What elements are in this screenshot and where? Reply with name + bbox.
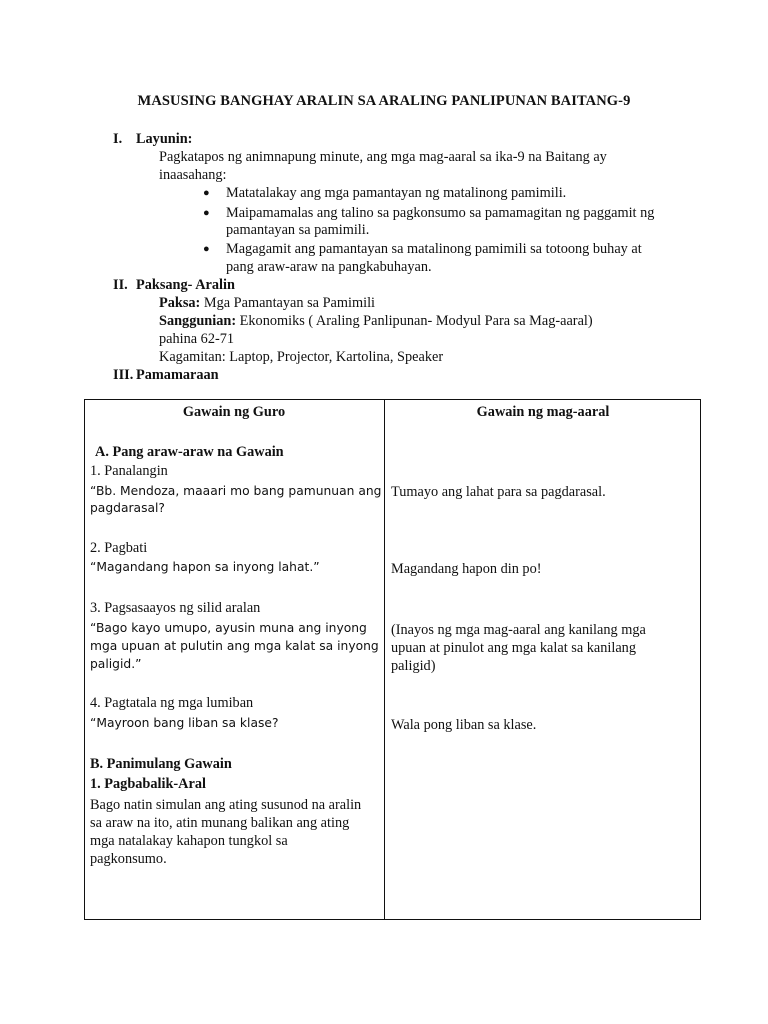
objective-bullet-2-line-1: Maipamamalas ang talino sa pagkonsumo sa pamamagitan ng paggamit ng [226,205,655,221]
item-4-student: Wala pong liban sa klase. [391,717,537,733]
sanggunian-label: Sanggunian: [159,313,237,329]
section-2-heading: Paksang- Aralin [136,277,235,293]
header-student-activity: Gawain ng mag-aaral [476,404,610,420]
paksa-line [159,294,375,312]
objective-bullet-2-line-2: pamantayan sa pamimili. [226,222,370,238]
objective-bullet-3-line-2: pang araw-araw na pangkabuhayan. [226,259,432,275]
item-1-student: Tumayo ang lahat para sa pagdarasal. [391,484,606,500]
pahina-line: pahina 62-71 [159,331,235,347]
section-3-numeral: III. [113,367,134,383]
part-b-line-1: Bago natin simulan ang ating susunod na aralin [90,797,362,813]
document-title: MASUSING BANGHAY ARALIN SA ARALING PANLIPUNAN BAITANG-9 [137,93,631,109]
part-b-line-2: sa araw na ito, atin munang balikan ang ating [90,815,350,831]
part-b-subheading: 1. Pagbabalik-Aral [90,776,206,792]
item-3-teacher-line-3: paligid.” [90,657,142,671]
item-1-label: 1. Panalangin [90,463,168,479]
part-b-line-3: mga natalakay kahapon tungkol sa [90,833,288,849]
paksa-label: Paksa: [159,295,201,311]
sanggunian-line [159,312,593,330]
section-2-numeral: II. [113,277,128,293]
bullet-icon: ● [203,243,210,255]
item-2-label: 2. Pagbati [90,540,148,556]
part-b-line-4: pagkonsumo. [90,851,167,867]
objective-intro-line-1: Pagkatapos ng animnapung minute, ang mga mag-aaral sa ika-9 na Baitang ay [159,149,607,165]
item-2-student: Magandang hapon din po! [391,561,542,577]
item-3-student-line-2: upuan at pinulot ang mga kalat sa kanilang [391,640,636,656]
item-3-student-line-1: (Inayos ng mga mag-aaral ang kanilang mga [391,622,646,638]
item-3-teacher-line-1: “Bago kayo umupo, ayusin muna ang inyong [90,621,367,635]
objective-intro-line-2: inaasahang: [159,167,227,183]
item-3-label: 3. Pagsasaayos ng silid aralan [90,600,261,616]
bullet-icon: ● [203,207,210,219]
table-column-divider [384,399,385,920]
header-teacher-activity: Gawain ng Guro [182,404,286,420]
item-2-teacher-line-1: “Magandang hapon sa inyong lahat.” [90,560,320,574]
section-1-numeral: I. [113,131,123,147]
section-1-heading: Layunin: [136,131,193,147]
part-a-heading: A. Pang araw-araw na Gawain [95,444,284,460]
item-1-teacher-line-1: “Bb. Mendoza, maaari mo bang pamunuan ang [90,484,382,498]
item-4-label: 4. Pagtatala ng mga lumiban [90,695,254,711]
paksa-value: Mga Pamantayan sa Pamimili [203,295,376,311]
part-b-heading: B. Panimulang Gawain [90,756,232,772]
objective-bullet-3-line-1: Magagamit ang pamantayan sa matalinong pamimili sa totoong buhay at [226,241,642,257]
bullet-icon: ● [203,187,210,199]
item-3-teacher-line-2: mga upuan at pulutin ang mga kalat sa inyong [90,639,379,653]
sanggunian-value: Ekonomiks ( Araling Panlipunan- Modyul Para sa Mag-aaral) [239,313,593,329]
item-1-teacher-line-2: pagdarasal? [90,501,165,515]
item-3-student-line-3: paligid) [391,658,436,674]
kagamitan-line: Kagamitan: Laptop, Projector, Kartolina, Speaker [159,349,444,365]
objective-bullet-1: Matatalakay ang mga pamantayan ng matalinong pamimili. [226,185,567,201]
item-4-teacher-line-1: “Mayroon bang liban sa klase? [90,716,279,730]
section-3-heading: Pamamaraan [136,367,219,383]
